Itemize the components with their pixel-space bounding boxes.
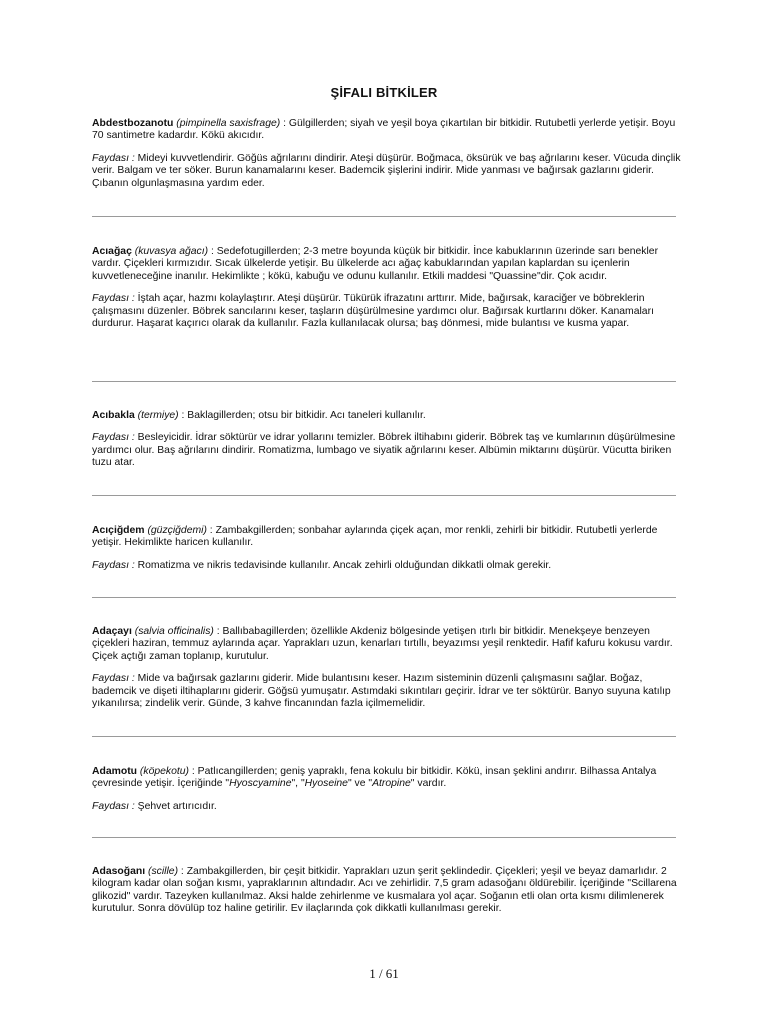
benefits-label: Faydası : xyxy=(92,432,135,444)
description-text: : Zambakgillerden, bir çeşit bitkidir. Yaprakları uzun şerit şeklindedir. Çiçekleri; yeşil ve beyaz damarlıdır. 2 kilogram kadar olan soğan kısmı, yapraklarının altındadır. Acı ve zehirlidir. 7,5 gram adasoğanı öldürebilir. İçeriğinde "Scillarena glikozid" vardır. Tazeyken kullanılmaz. Aksi halde zehirlenme ve kusmalara yol açar. Soğanın etli olan orta kısmı dilimlenerek kurutulur. Sonra dövülüp toz haline getirilir. Ev ilaçlarında çok dikkatli kullanılması gerekir. xyxy=(92,866,677,915)
entry-divider xyxy=(92,495,676,496)
benefits-label: Faydası : xyxy=(92,673,135,685)
entry-adamotu xyxy=(92,766,682,813)
benefits-label: Faydası : xyxy=(92,152,135,164)
compound-name: Atropine xyxy=(372,778,411,790)
description-text: : Gülgillerden; siyah ve yeşil boya çıkartılan bir bitkidir. Rutubetli yerlerde yetişir. Boyu 70 santimetre kadardır. Kökü akıcıdır. xyxy=(92,118,676,142)
benefits-label: Faydası : xyxy=(92,559,135,571)
page-number: 1 / 61 xyxy=(369,966,399,981)
description-text: : Zambakgillerden; sonbahar aylarında çiçek açan, mor renkli, zehirli bir bitkidir. Rutubetli yerlerde yetişir. Hekimlikte haricen kullanılır. xyxy=(92,525,658,549)
benefits-label: Faydası : xyxy=(92,800,135,812)
benefits-text: Besleyicidir. İdrar söktürür ve idrar yollarını temizler. Böbrek iltihabını giderir. Böbrek taş ve kumlarının düşürülmesine yardımcı olur. Baş ağrılarını dindirir. Romatizma, lumbago ve siyatik ağrılarını keser. Albümin miktarını düşürür. Vücutta biriken tuzu atar. xyxy=(92,432,676,469)
plant-name: Acıağaç xyxy=(92,246,132,257)
latin-name: (pimpinella saxisfrage) xyxy=(176,118,281,129)
entry-divider xyxy=(92,736,676,737)
entry-adasogani xyxy=(92,866,682,916)
entry-divider xyxy=(92,837,676,838)
description-text: : Sedefotugillerden; 2-3 metre boyunda küçük bir bitkidir. İnce kabuklarının üzerinde sarı benekler vardır. Çiçekleri kırmızıdır. Sıcak ülkelerde yetişir. Bu ülkelerde acı ağaç kabuklarından yapılan kaplardan su içenlerin kuvvetleneceğine inanılır. Hekimlikte ; kökü, kabuğu ve odunu kullanılır. Etkili maddesi "Quassine"dir. Çok acıdır. xyxy=(92,246,659,282)
compound-name: Hyoseine xyxy=(304,778,348,790)
entry-benefits xyxy=(92,153,682,190)
entry-acibakla xyxy=(92,410,682,470)
description-text: : Ballıbabagillerden; özellikle Akdeniz bölgesinde yetişen ıtırlı bir bitkidir. Menekşeye benzeyen çiçekleri haziran, temmuz aylarında açar. Yaprakları uzun, kenarları tırtıllı, beyazımsı yeşil renktedir. Hafif kafuru kokusu vardır. Çiçek açtığı zaman toplanıp, kurutulur. xyxy=(92,626,673,662)
entry-divider xyxy=(92,597,676,598)
plant-name: Acıbakla xyxy=(92,410,135,421)
entry-benefits xyxy=(92,801,682,813)
entry-description xyxy=(92,626,682,663)
plant-name: Acıçiğdem xyxy=(92,525,145,536)
compound-name: Hyoscyamine xyxy=(229,778,292,790)
entry-abdestbozanotu xyxy=(92,118,682,190)
plant-name: Adaçayı xyxy=(92,626,132,637)
benefits-text: Mide va bağırsak gazlarını giderir. Mide bulantısını keser. Hazım sisteminin düzenli çalışmasını sağlar. Boğaz, bademcik ve dişeti iltihaplarını giderir. Göğsü yumuşatır. Astımdaki sıkıntıları geçirir. İdrar ve ter söktürür. Banyo suyuna katılıp yıkanılırsa; zindelik verir. Günde, 3 kahve fincanından fazla içilmemelidir. xyxy=(92,673,671,710)
benefits-text: Şehvet artırıcıdır. xyxy=(134,800,217,812)
description-text: " vardır. xyxy=(410,778,447,790)
plant-name: Adamotu xyxy=(92,766,138,777)
description-text: ", " xyxy=(291,778,305,790)
description-text: : Patlıcangillerden; geniş yapraklı, fena kokulu bir bitkidir. Kökü, insan şeklini andırır. Bilhassa Antalya çevresinde yetişir. İçeriğinde " xyxy=(92,766,657,790)
document-title: ŞİFALI BİTKİLER xyxy=(330,85,438,100)
latin-name: (termiye) xyxy=(137,410,179,421)
plant-name: Adasoğanı xyxy=(92,866,146,877)
entry-description xyxy=(92,525,682,550)
entry-acicigdem xyxy=(92,525,682,572)
latin-name: (güzçiğdemi) xyxy=(147,525,207,536)
benefits-text: Romatizma ve nikris tedavisinde kullanılır. Ancak zehirli olduğundan dikkatli olmak gerekir. xyxy=(134,559,552,571)
plant-name: Abdestbozanotu xyxy=(92,118,174,129)
description-text: " ve " xyxy=(347,778,373,790)
latin-name: (kuvasya ağacı) xyxy=(134,246,209,257)
latin-name: (salvia officinalis) xyxy=(134,626,214,637)
entry-benefits xyxy=(92,432,682,469)
latin-name: (scille) xyxy=(148,866,179,877)
latin-name: (köpekotu) xyxy=(139,766,190,777)
entry-benefits xyxy=(92,560,682,572)
entry-aciagac xyxy=(92,246,682,330)
entry-divider xyxy=(92,381,676,382)
benefits-text: İştah açar, hazmı kolaylaştırır. Ateşi düşürür. Tükürük ifrazatını arttırır. Mide, bağırsak, karaciğer ve böbreklerin çalışmasını düzenler. Böbrek sancılarını keser, taşların düşürülmesine yardımcı olur. Bağırsak kurtlarını döker. Kanamaları durdurur. Haşarat kaçırıcı olarak da kullanılır. Fazla kullanılacak olursa; baş dönmesi, mide bulantısı ve kusma yapar. xyxy=(92,293,654,330)
entry-adacayi xyxy=(92,626,682,710)
entry-description xyxy=(92,766,682,791)
benefits-label: Faydası : xyxy=(92,293,135,305)
entry-description xyxy=(92,118,682,143)
entry-divider xyxy=(92,216,676,217)
benefits-text: Mideyi kuvvetlendirir. Göğüs ağrılarını dindirir. Ateşi düşürür. Boğmaca, öksürük ve baş ağrılarını keser. Vücuda dinçlik verir. Balgam ve ter söker. Burun kanamalarını keser. Bademcik şişlerini indirir. Mide yanması ve bağırsak gazlarını giderir. Çıbanın olgunlaşmasına yardım eder. xyxy=(92,152,681,189)
entry-benefits xyxy=(92,673,682,710)
description-text: : Baklagillerden; otsu bir bitkidir. Acı taneleri kullanılır. xyxy=(178,410,426,421)
entry-description xyxy=(92,866,682,916)
entry-description xyxy=(92,246,682,283)
entry-description xyxy=(92,410,682,422)
entry-benefits xyxy=(92,293,682,330)
